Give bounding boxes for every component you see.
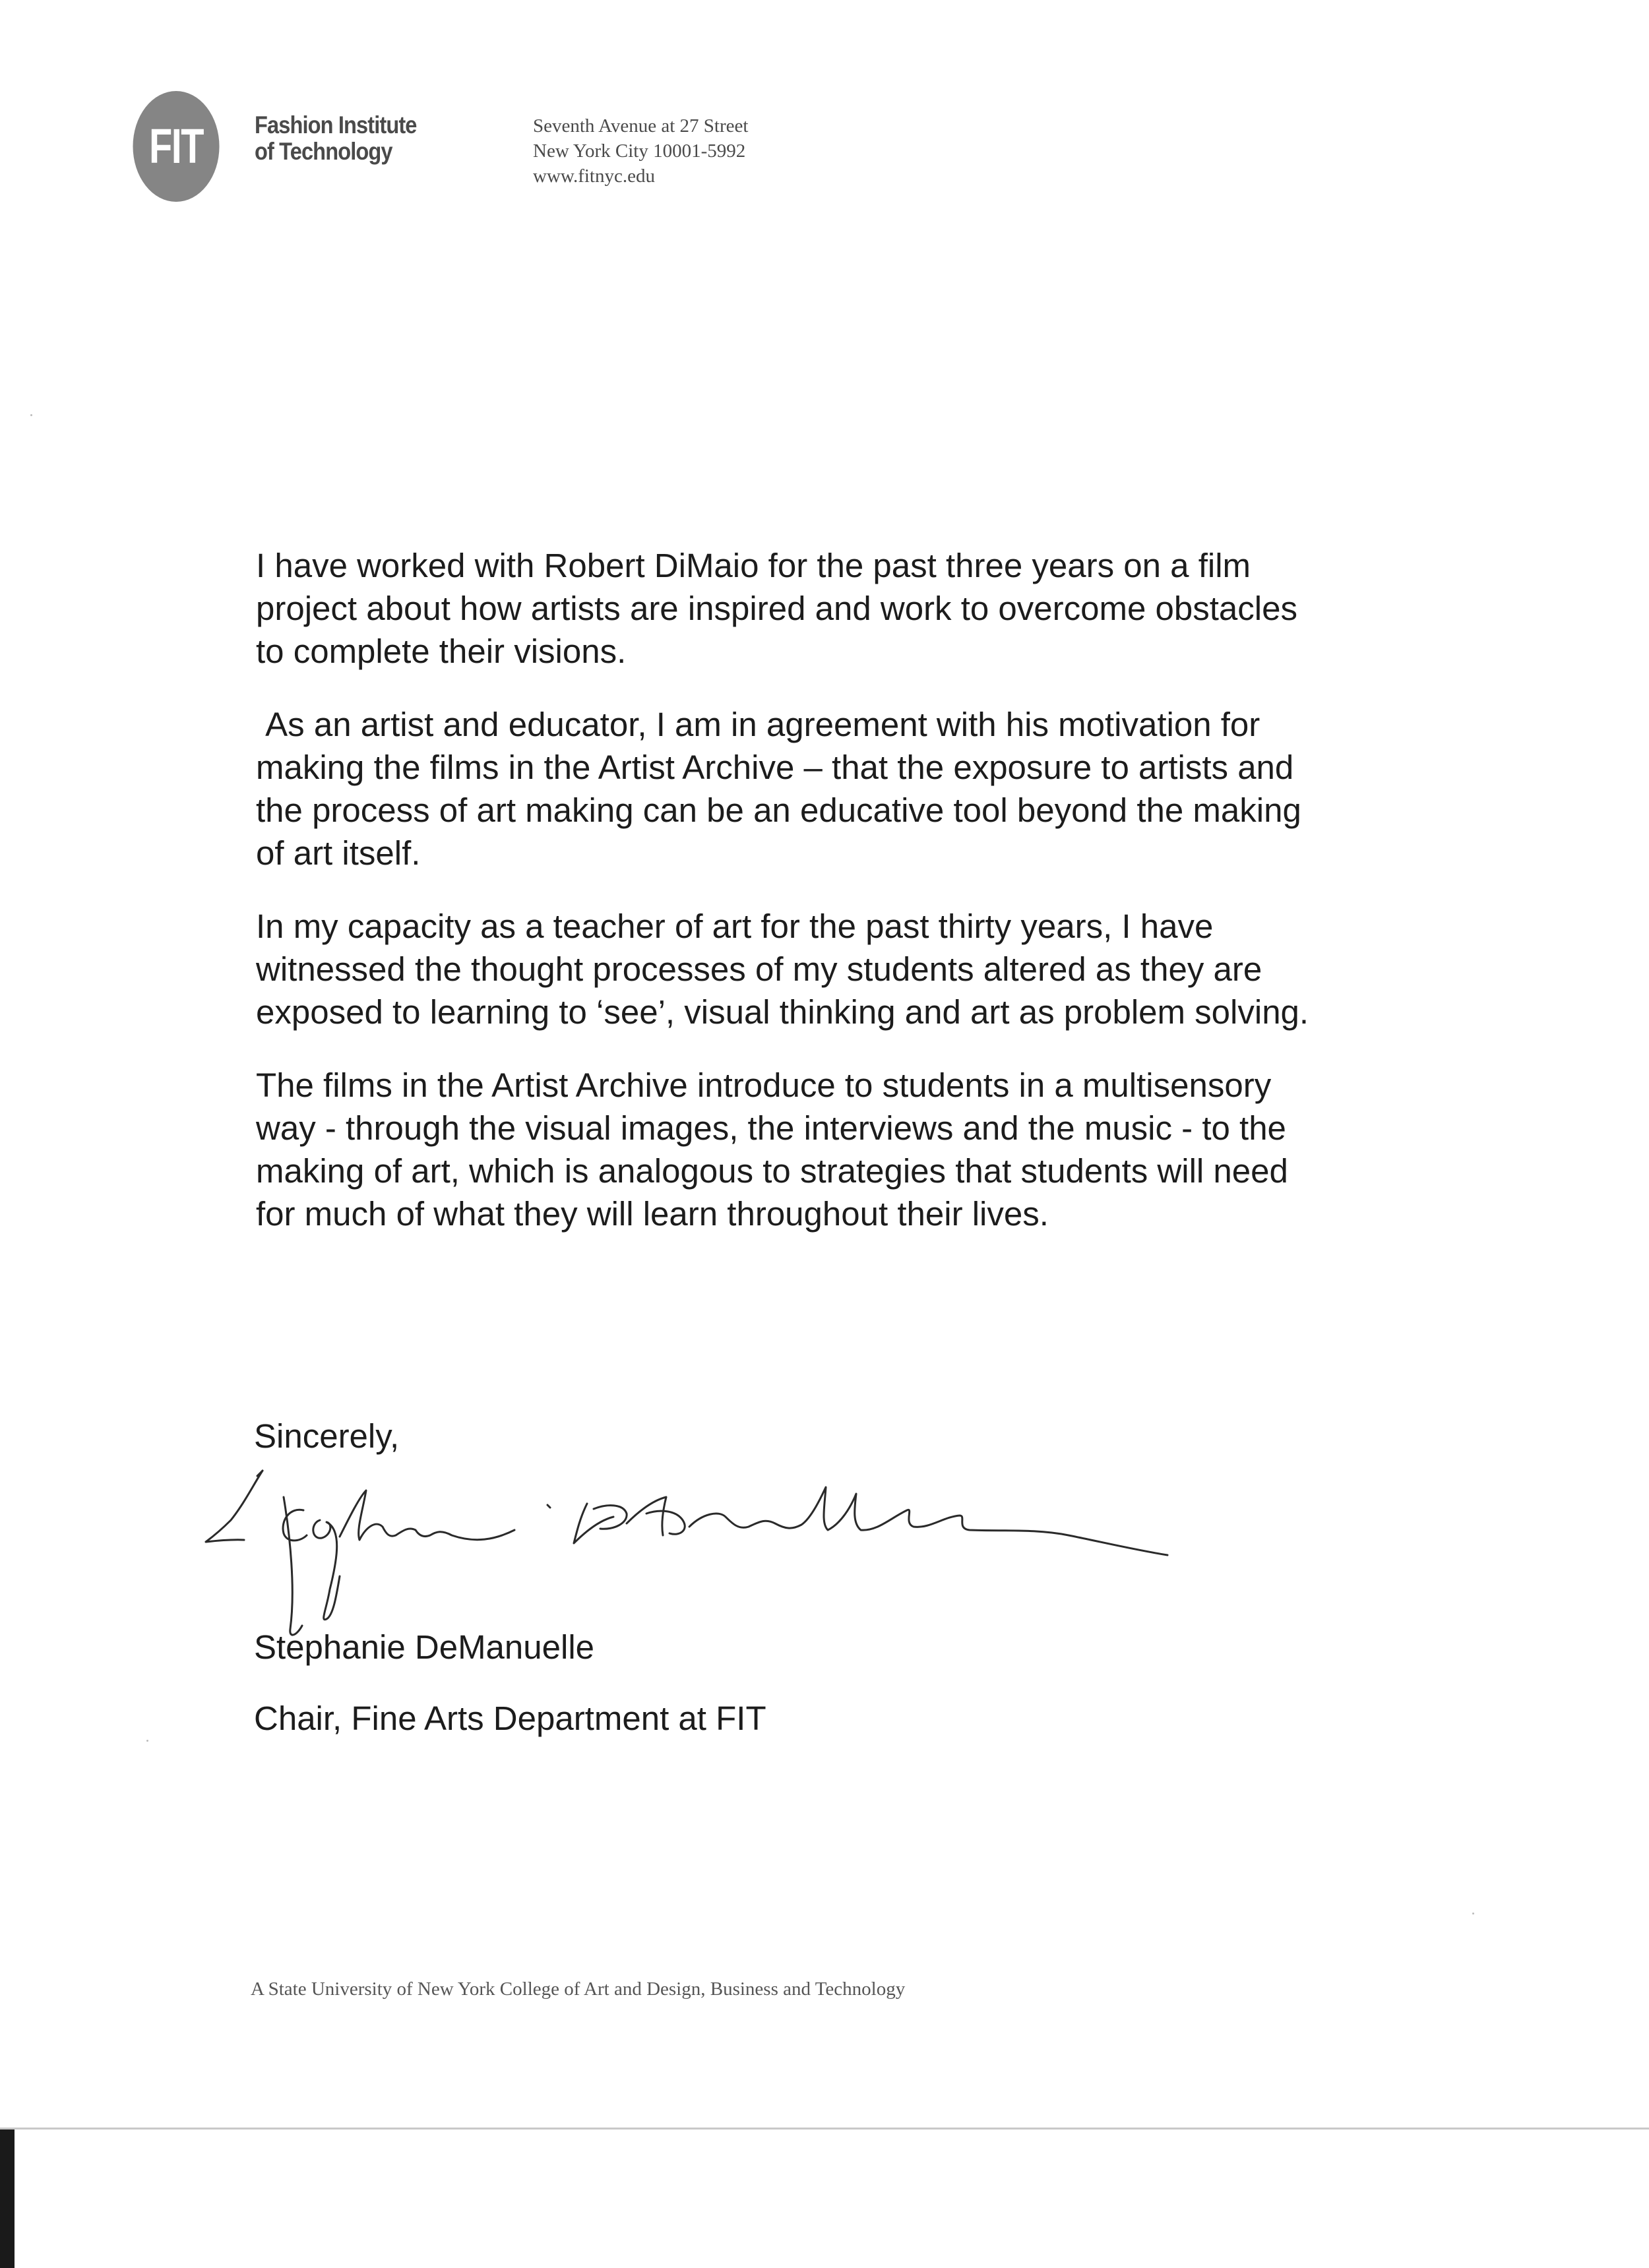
institution-name-line1: Fashion Institute xyxy=(255,111,417,138)
handwritten-signature xyxy=(191,1457,1194,1655)
letter-body xyxy=(256,544,1324,1266)
institution-name xyxy=(255,112,439,165)
body-paragraph-3: In my capacity as a teacher of art for the past thirty years, I have witnessed the thought processes of my students altered as they are exposed to learning to ‘see’, visual thinking and art as problem solving. xyxy=(256,907,1309,1031)
body-paragraph-4: The films in the Artist Archive introduce to students in a multisensory way - through the visual images, the interviews and the music - to the making of art, which is analogous to strategies that students will need for much of what they will learn throughout their lives. xyxy=(256,1066,1288,1233)
address-website: www.fitnyc.edu xyxy=(533,166,655,187)
body-paragraph-2: As an artist and educator, I am in agreement with his motivation for making the films in the Artist Archive – that the exposure to artists and the process of art making can be an educative tool beyond the making of art itself. xyxy=(256,706,1301,872)
signer-title: Chair, Fine Arts Department at FIT xyxy=(254,1700,766,1737)
letterhead-address xyxy=(533,113,748,189)
institution-name-line2: of Technology xyxy=(255,138,392,165)
address-street: Seventh Avenue at 27 Street xyxy=(533,115,749,137)
scan-speck xyxy=(1472,1913,1474,1915)
body-paragraph-1: I have worked with Robert DiMaio for the past three years on a film project about how artists are inspired and work to overcome obstacles to complete their visions. xyxy=(256,547,1297,670)
closing-salutation: Sincerely, xyxy=(254,1417,400,1455)
scan-bottom-edge xyxy=(0,2128,1649,2130)
scan-speck xyxy=(146,1740,148,1742)
fit-logo: FIT xyxy=(133,91,219,202)
scan-left-shadow xyxy=(0,2130,15,2268)
scan-speck xyxy=(30,414,32,416)
signer-name: Stephanie DeManuelle xyxy=(254,1628,595,1666)
address-city: New York City 10001-5992 xyxy=(533,140,746,162)
letterhead-footer: A State University of New York College of Art and Design, Business and Technology xyxy=(251,1978,906,2000)
